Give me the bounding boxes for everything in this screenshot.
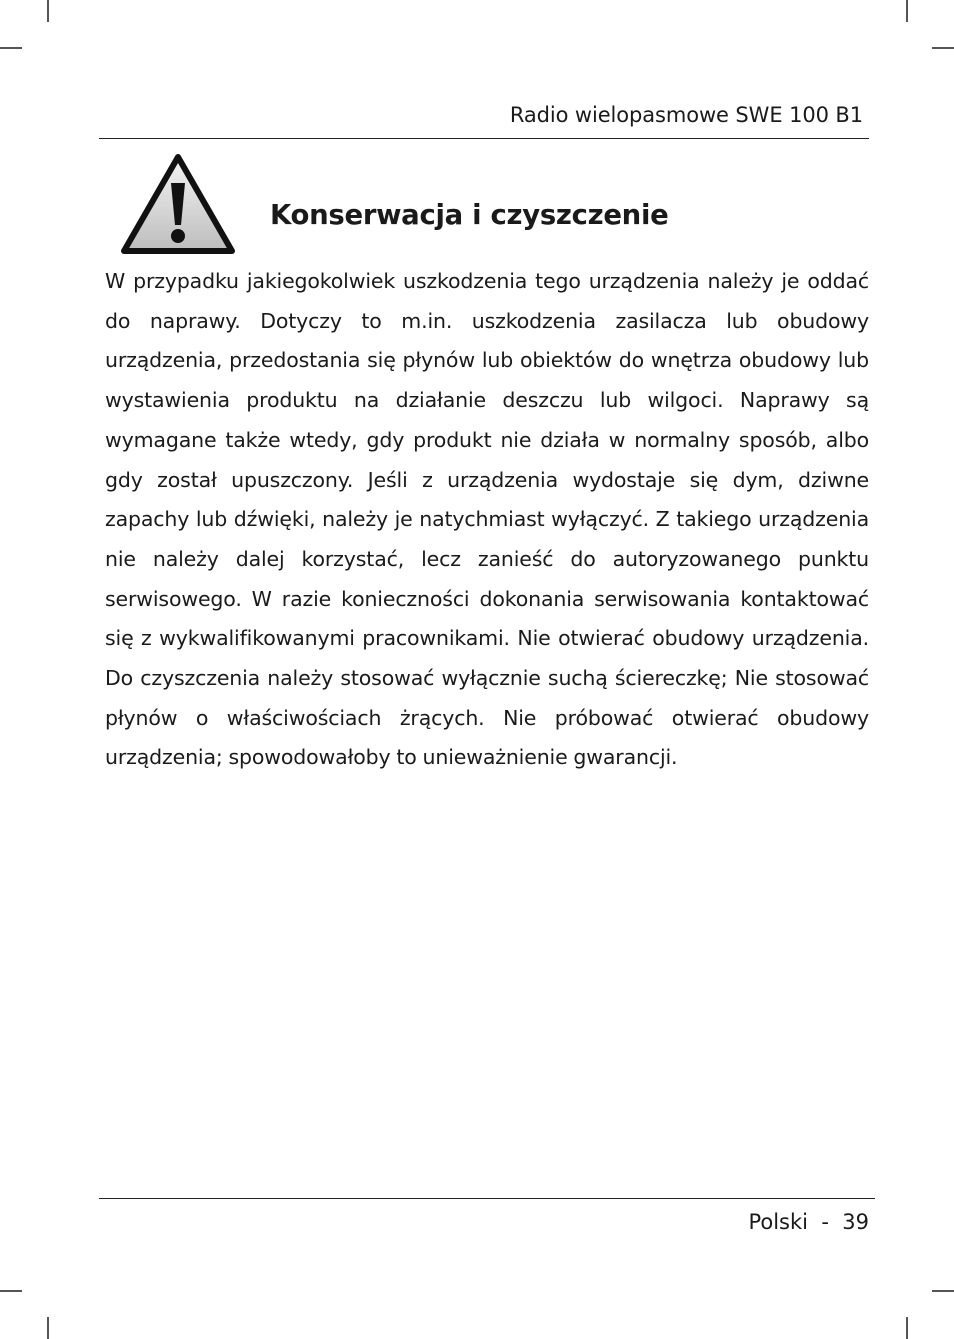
body-paragraph: W przypadku jakiegokolwiek uszkodzenia tego urządzenia należy je oddać do naprawy. Dotyczy to m.in. uszkodzenia zasilacza lub obudowy urządzenia, przedostania się płynów lub obiektów do wnętrza obudowy lub wystawienia produktu na działanie deszczu lub wilgoci. Naprawy są wymagane także wtedy, gdy produkt nie działa w normalny sposób, albo gdy został upuszczony. Jeśli z urządzenia wydostaje się dym, dziwne zapachy lub dźwięki, należy je natychmiast wyłączyć. Z takiego urządzenia nie należy dalej korzystać, lecz zanieść do autoryzowanego punktu serwisowego. W razie konieczności dokonania serwisowania kontaktować się z wykwalifikowanymi pracownikami. Nie otwierać obudowy urządzenia. Do czyszczenia należy stosować wyłącznie suchą ściereczkę; Nie stosować płynów o właściwościach żrących. Nie próbować otwierać obudowy urządzenia; spowodowałoby to unieważnienie gwarancji.	[105, 269, 869, 770]
page-footer	[99, 1198, 875, 1249]
crop-mark	[932, 47, 954, 49]
page-header	[99, 100, 869, 139]
crop-mark	[906, 0, 908, 22]
crop-mark	[0, 47, 22, 49]
header-title: Radio wielopasmowe SWE 100 B1	[509, 103, 863, 127]
crop-mark	[932, 1290, 954, 1292]
crop-mark	[0, 1290, 22, 1292]
warning-triangle-icon	[120, 153, 236, 257]
crop-mark	[47, 0, 49, 22]
crop-mark	[906, 1317, 908, 1339]
section-title: Konserwacja i czyszczenie	[270, 199, 669, 231]
crop-mark	[47, 1317, 49, 1339]
page-number: Polski - 39	[748, 1210, 869, 1234]
